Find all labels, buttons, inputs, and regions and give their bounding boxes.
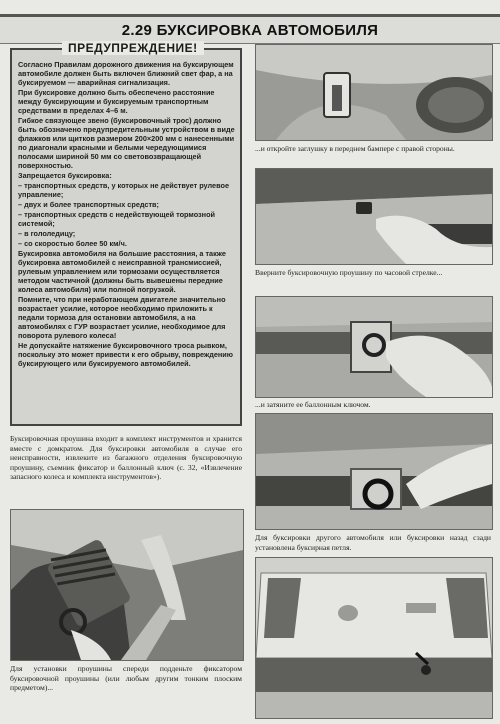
caption-right-2: Вверните буксировочную проушину по часовой стрелке...: [255, 268, 443, 277]
warning-paragraph: Буксировка автомобиля на большие расстояния, а также буксировка автомобилей с неисправной трансмиссией, рулевым управлением или тормозами осуществляется методом частичной (должны быть вывешены передние колеса автомобиля) или полной погрузкой.: [18, 249, 226, 294]
caption-right-3: ...и затяните ее баллонным ключом.: [255, 400, 371, 409]
warning-list-item: – транспортных средств, у которых не действует рулевое управление;: [18, 181, 230, 199]
section-header: [0, 14, 500, 44]
rear-towing-loop-photo: [255, 557, 493, 719]
towing-eye-installed-photo: [255, 413, 493, 530]
warning-paragraph: Запрещается буксировка:: [18, 171, 112, 180]
warning-box: [10, 41, 242, 426]
caption-right-4: Для буксировки другого автомобиля или буксировки назад сзади установлена буксирная петля.: [255, 533, 491, 552]
tighten-key-photo: [255, 296, 493, 398]
trunk-tools-photo: [10, 509, 244, 661]
warning-paragraph: Согласно Правилам дорожного движения на буксирующем автомобиле должен быть включен ближний свет фар, а на буксируемом — аварийная сигнализация.: [18, 60, 234, 87]
caption-left-bottom: Для установки проушины спереди подденьте фиксатором буксировочной проушины (или любым другим тонким плоским предметом)...: [10, 664, 242, 692]
caption-right-1: ...и откройте заглушку в переднем бампере с правой стороны.: [255, 144, 455, 153]
warning-list-item: – транспортных средств с недействующей тормозной системой;: [18, 210, 216, 228]
warning-list-item: – двух и более транспортных средств;: [18, 200, 159, 209]
section-title: 2.29 БУКСИРОВКА АВТОМОБИЛЯ: [121, 21, 379, 39]
warning-title: ПРЕДУПРЕЖДЕНИЕ!: [62, 41, 204, 55]
body-paragraph: Буксировочная проушина входит в комплект инструментов и хранится вместе с домкратом. Для буксировки автомобиля в случае его неисправности, извлеките из багажного отделения буксировочную проушину, съемник фиксатор и баллонный ключ (с. 32, «Извлечение запасного колеса и комплекта инструментов»).: [10, 434, 242, 481]
warning-list-item: – со скоростью более 50 км/ч.: [18, 239, 127, 248]
warning-list-item: – в гололедицу;: [18, 229, 76, 238]
screw-eye-photo: [255, 168, 493, 265]
bumper-cap-photo: [255, 44, 493, 141]
warning-paragraph: Не допускайте натяжение буксировочного троса рывком, поскольку это может привести к его обрыву, повреждению буксирующего или буксируемого автомобилей.: [18, 341, 234, 368]
warning-paragraph: Помните, что при неработающем двигателе значительно возрастает усилие, которое необходимо приложить к педали тормоза для остановки автомобиля, а на автомобилях с ГУР возрастает усилие, необходимое для поворота рулевого колеса!: [18, 295, 226, 340]
warning-paragraph: Гибкое связующее звено (буксировочный трос) должно быть обозначено предупредительным устройством в виде флажков или щитков размером 200×200 мм с нанесенными по диагонали красными и белыми чередующимися полосами шириной 50 мм со световозвращающей поверхностью.: [18, 116, 235, 170]
warning-paragraph: При буксировке должно быть обеспечено расстояние между буксирующим и буксируемым транспортным средствами в пределах 4–6 м.: [18, 88, 215, 115]
warning-text: [18, 60, 235, 369]
